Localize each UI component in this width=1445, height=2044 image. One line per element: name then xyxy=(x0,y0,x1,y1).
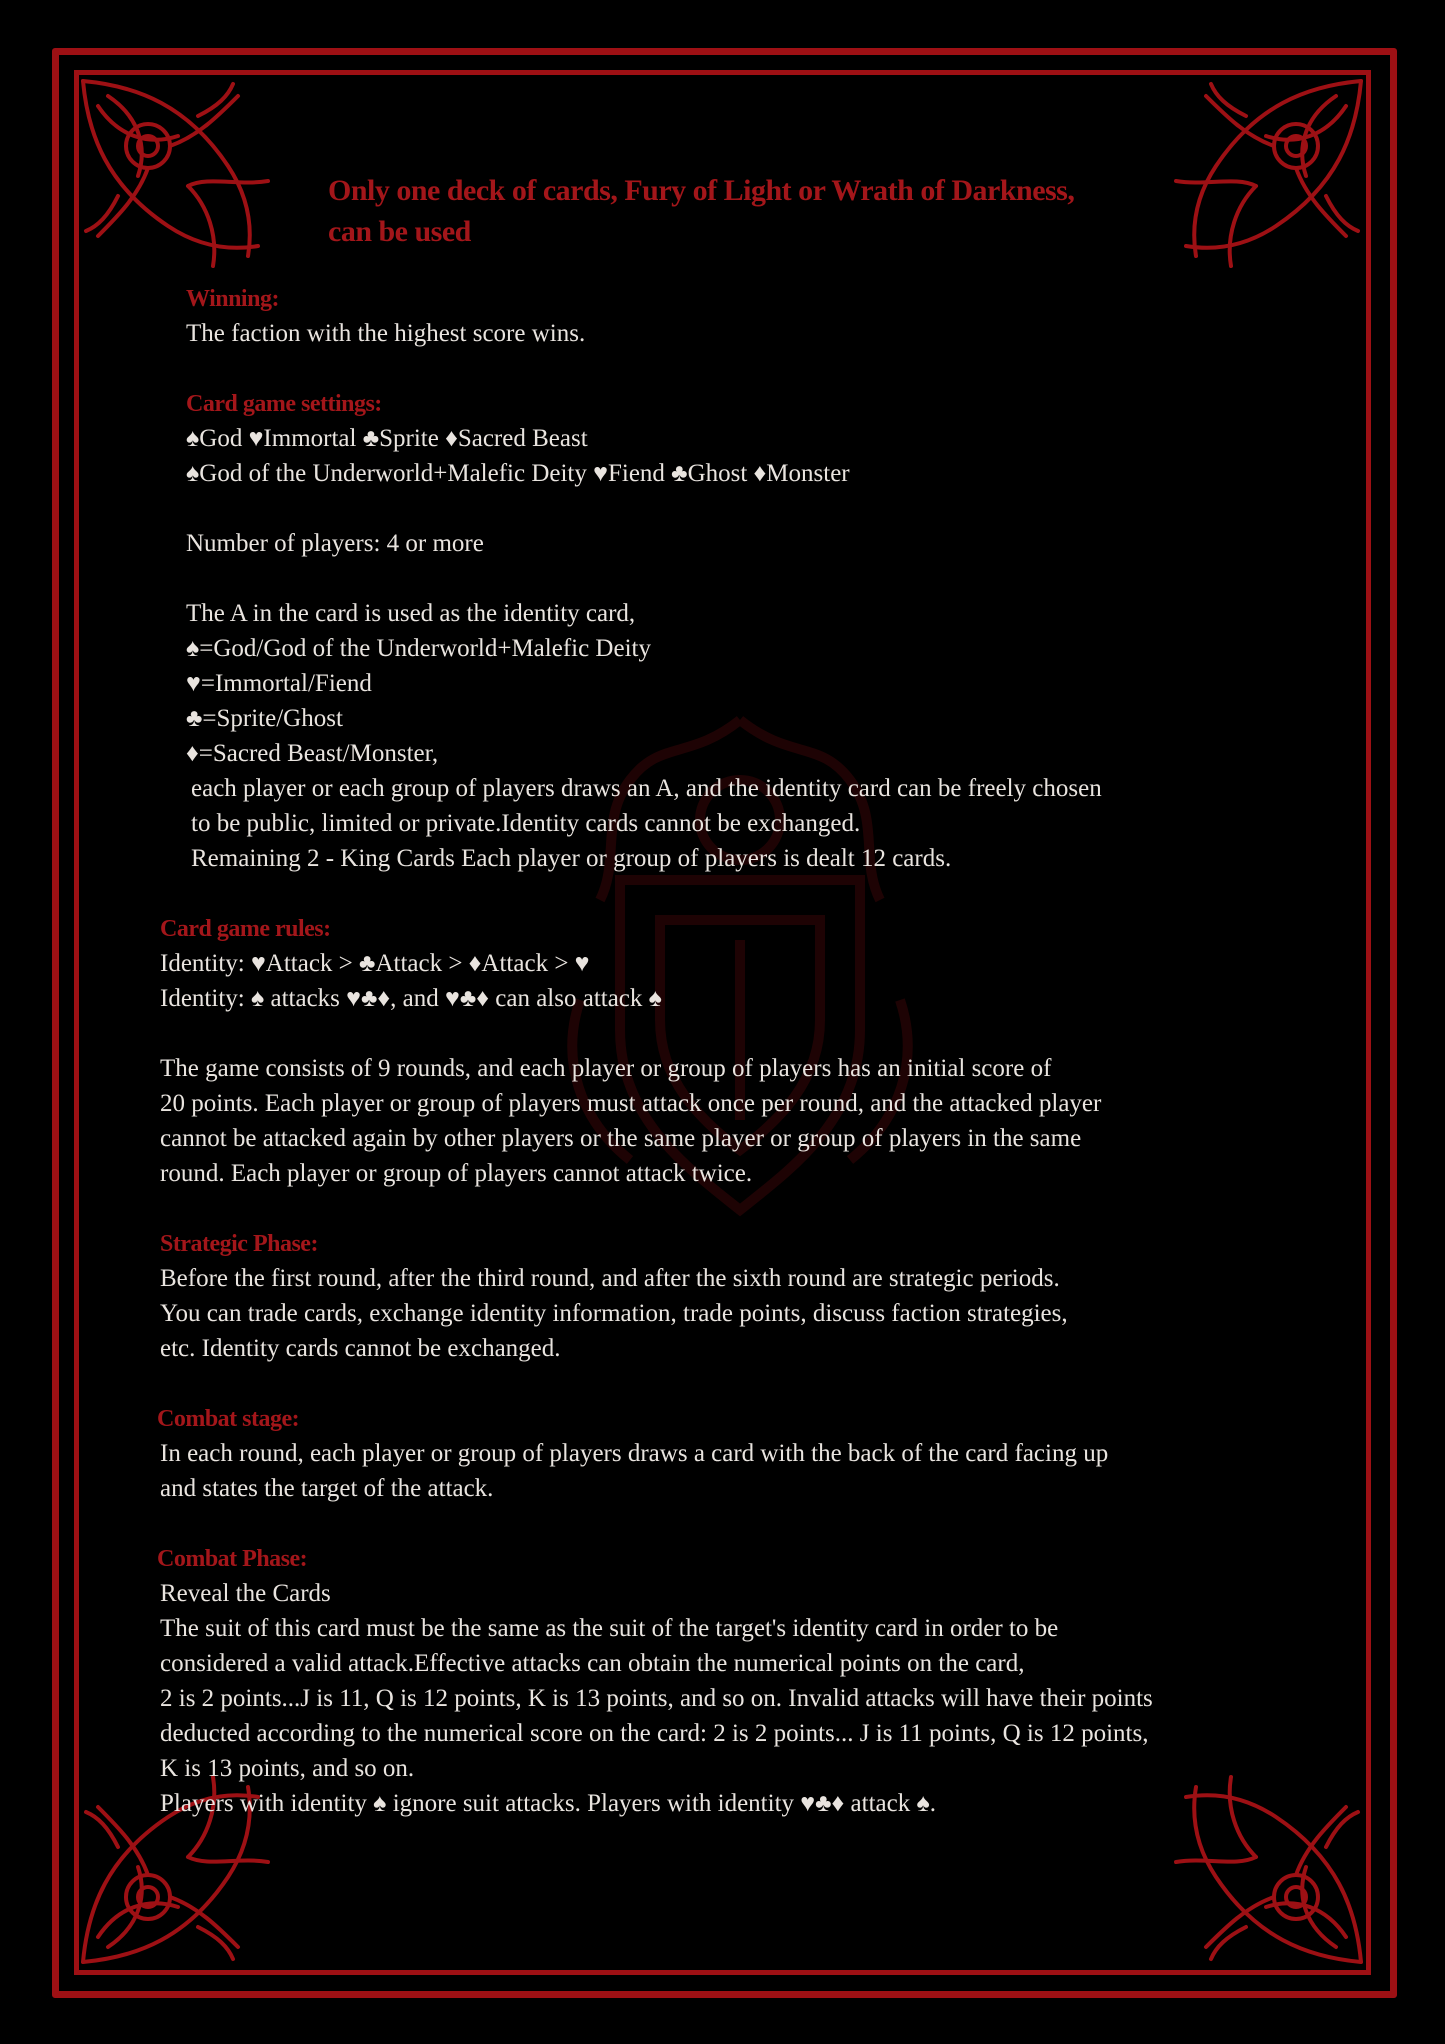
identity-diamond: ♦=Sacred Beast/Monster, xyxy=(186,740,439,767)
corner-flourish-icon xyxy=(1166,1767,1366,1967)
combat-stage-line-1: In each round, each player or group of players draws a card with the back of the card facing up xyxy=(160,1440,1109,1467)
settings-factions-light: ♠God ♥Immortal ♣Sprite ♦Sacred Beast xyxy=(186,425,588,452)
draw-line-1: each player or each group of players draws an A, and the identity card can be freely chosen xyxy=(191,775,1102,802)
rules-paragraph-line-2: 20 points. Each player or group of players must attack once per round, and the attacked player xyxy=(160,1090,1102,1117)
winning-text: The faction with the highest score wins. xyxy=(186,320,586,347)
identity-intro: The A in the card is used as the identity card, xyxy=(186,600,636,627)
draw-line-3: Remaining 2 - King Cards Each player or group of players is dealt 12 cards. xyxy=(191,845,952,872)
settings-heading: Card game settings: xyxy=(186,391,382,417)
title-line-2: can be used xyxy=(328,215,471,248)
combat-stage-heading: Combat stage: xyxy=(157,1406,300,1432)
combat-phase-line-4: 2 is 2 points...J is 11, Q is 12 points, K is 13 points, and so on. Invalid attacks will have their points xyxy=(160,1685,1153,1712)
rules-paragraph-line-1: The game consists of 9 rounds, and each player or group of players has an initial score of xyxy=(160,1055,1052,1082)
rules-paragraph-line-3: cannot be attacked again by other players or the same player or group of players in the same xyxy=(160,1125,1082,1152)
identity-club: ♣=Sprite/Ghost xyxy=(186,705,343,732)
combat-phase-heading: Combat Phase: xyxy=(157,1546,308,1572)
identity-heart: ♥=Immortal/Fiend xyxy=(186,670,372,697)
combat-phase-line-2: The suit of this card must be the same as the suit of the target's identity card in order to be xyxy=(160,1615,1059,1642)
winning-heading: Winning: xyxy=(186,286,279,312)
combat-stage-line-2: and states the target of the attack. xyxy=(160,1475,494,1502)
rules-identity-spade: Identity: ♠ attacks ♥♣♦, and ♥♣♦ can also attack ♠ xyxy=(160,985,662,1012)
corner-flourish-icon xyxy=(78,76,278,276)
combat-phase-line-5: deducted according to the numerical score on the card: 2 is 2 points... J is 11 points, Q is 12 points, xyxy=(160,1720,1149,1747)
settings-player-count: Number of players: 4 or more xyxy=(186,530,484,557)
strategic-line-2: You can trade cards, exchange identity information, trade points, discuss faction strategies, xyxy=(160,1300,1068,1327)
draw-line-2: to be public, limited or private.Identity cards cannot be exchanged. xyxy=(191,810,861,837)
title-line-1: Only one deck of cards, Fury of Light or Wrath of Darkness, xyxy=(328,174,1075,207)
strategic-heading: Strategic Phase: xyxy=(160,1231,318,1257)
strategic-line-3: etc. Identity cards cannot be exchanged. xyxy=(160,1335,561,1362)
strategic-line-1: Before the first round, after the third round, and after the sixth round are strategic periods. xyxy=(160,1265,1060,1292)
identity-spade: ♠=God/God of the Underworld+Malefic Deity xyxy=(186,635,651,662)
rules-heading: Card game rules: xyxy=(160,916,331,942)
rules-paragraph-line-4: round. Each player or group of players cannot attack twice. xyxy=(160,1160,753,1187)
settings-factions-dark: ♠God of the Underworld+Malefic Deity ♥Fiend ♣Ghost ♦Monster xyxy=(186,460,850,487)
combat-phase-line-3: considered a valid attack.Effective attacks can obtain the numerical points on the card, xyxy=(160,1650,1025,1677)
combat-phase-line-6: K is 13 points, and so on. xyxy=(160,1755,415,1782)
combat-phase-line-1: Reveal the Cards xyxy=(160,1580,331,1607)
combat-phase-line-7: Players with identity ♠ ignore suit attacks. Players with identity ♥♣♦ attack ♠. xyxy=(160,1790,936,1817)
page-title xyxy=(328,170,1228,252)
rules-identity-cycle: Identity: ♥Attack > ♣Attack > ♦Attack > ♥ xyxy=(160,950,590,977)
